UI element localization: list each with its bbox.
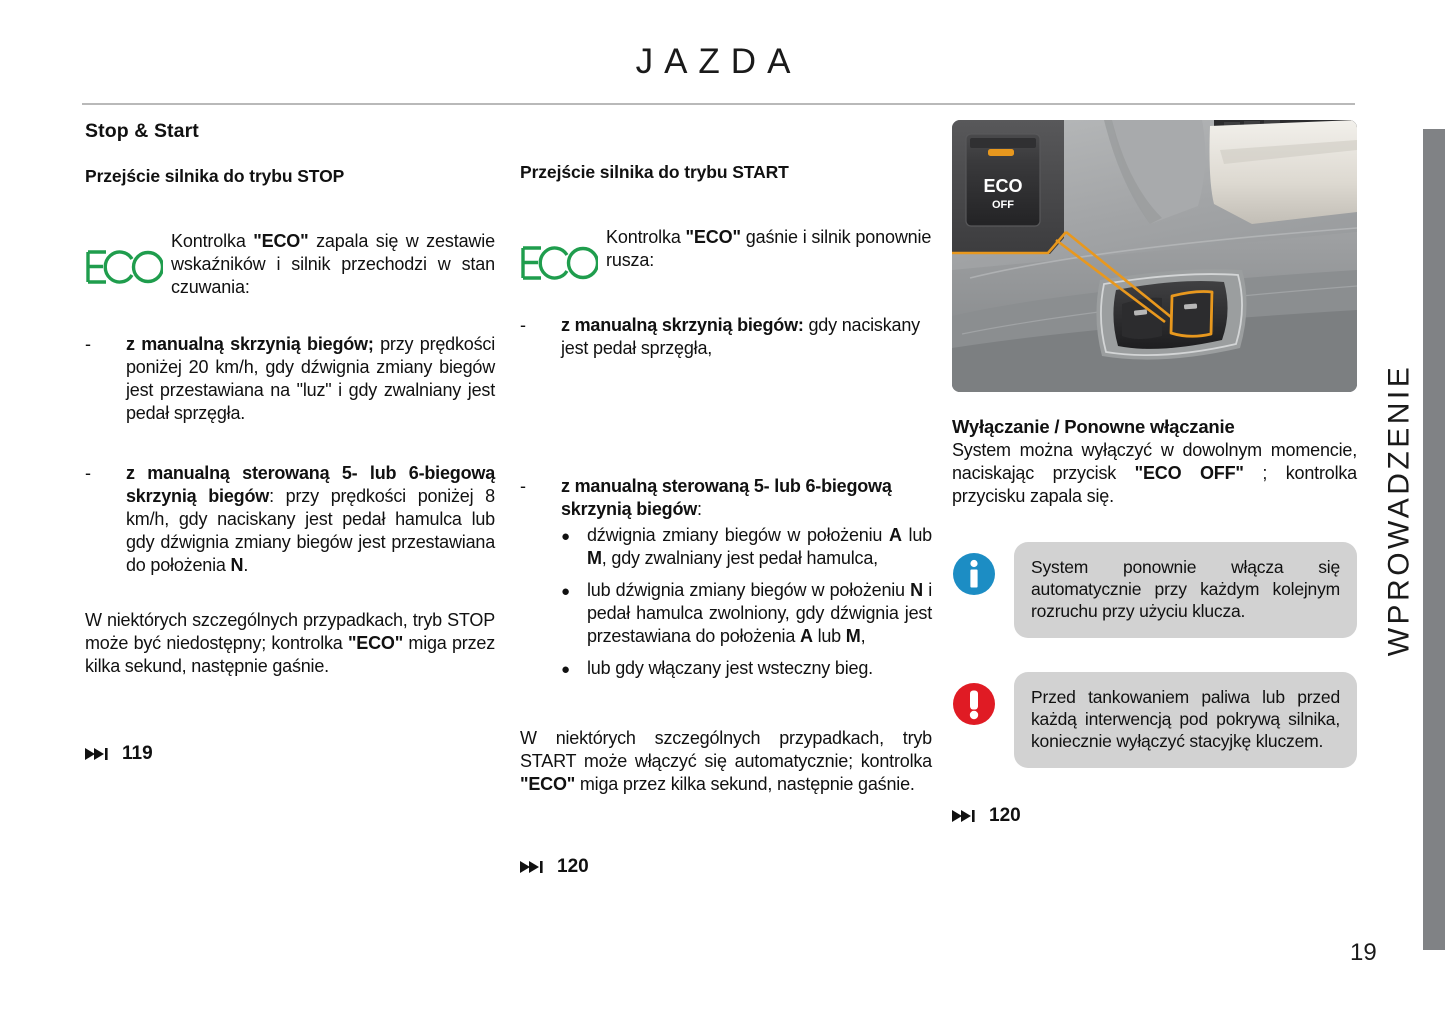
mid-bullet-1 xyxy=(520,475,932,681)
bullet-dot-icon: ● xyxy=(561,528,570,545)
eco-logo xyxy=(520,226,606,280)
mid-closing-paragraph: W niektórych szczególnych przypadkach, tryb START może włączyć się automatycznie; kontrolka "ECO" miga przez kilka sekund, następnie gaśnie. xyxy=(520,728,932,794)
page-reference-number: 120 xyxy=(989,805,1021,826)
list-item xyxy=(561,524,932,570)
sub-bullet-text: lub dźwignia zmiany biegów w położeniu N i pedał hamulca zwolniony, gdy dźwignia jest przestawiana do położenia A lub M, xyxy=(587,580,932,646)
chapter-tab-label xyxy=(1379,300,1419,720)
bullet-text: z manualną sterowaną 5- lub 6-biegową skrzynią biegów: przy prędkości poniżej 8 km/h, gdy naciskany jest pedał hamulca lub gdy dźwignia zmiany biegów jest przestawiana do położenia N. xyxy=(126,463,495,575)
page-header xyxy=(82,44,1355,79)
dash-marker: - xyxy=(520,476,526,496)
warning-callout xyxy=(952,672,1357,768)
left-intro-row xyxy=(85,230,495,299)
left-bullet-1 xyxy=(85,462,495,577)
skip-forward-icon xyxy=(520,859,546,875)
bullet-text: z manualną sterowaną 5- lub 6-biegową skrzynią biegów: xyxy=(561,476,892,519)
list-item xyxy=(561,579,932,648)
dash-marker: - xyxy=(520,315,526,335)
left-intro-text: Kontrolka "ECO" zapala się w zestawie wskaźników i silnik przechodzi w stan czuwania: xyxy=(171,231,495,297)
mid-subtitle: Przejście silnika do trybu START xyxy=(520,162,789,182)
chapter-tab-text: WPROWADZENIE xyxy=(1382,363,1416,657)
right-body-text: System można wyłączyć w dowolnym momencie, naciskając przycisk "ECO OFF" ; kontrolka przycisku zapala się. xyxy=(952,440,1357,506)
right-column xyxy=(952,120,1357,827)
mid-sub-bullets xyxy=(561,524,932,681)
page-reference-number: 120 xyxy=(557,856,589,877)
right-heading: Wyłączanie / Ponowne włączanie xyxy=(952,416,1235,437)
dashboard-photo xyxy=(952,120,1357,392)
left-closing-paragraph: W niektórych szczególnych przypadkach, tryb STOP może być niedostępny; kontrolka "ECO" miga przez kilka sekund, następnie gaśnie. xyxy=(85,610,495,676)
left-bullet-0 xyxy=(85,333,495,425)
dash-marker: - xyxy=(85,334,91,354)
skip-forward-icon xyxy=(85,746,111,762)
info-callout-text: System ponownie włącza się automatycznie przy każdym kolejnym rozruchu przy użyciu klucza. xyxy=(1014,542,1357,638)
sub-bullet-text: dźwignia zmiany biegów w położeniu A lub M, gdy zwalniany jest pedał hamulca, xyxy=(587,525,932,568)
svg-text:OFF: OFF xyxy=(992,199,1014,211)
bullet-dot-icon: ● xyxy=(561,583,570,600)
skip-forward-icon xyxy=(952,808,978,824)
sub-bullet-text: lub gdy włączany jest wsteczny bieg. xyxy=(587,658,873,678)
bullet-text: z manualną skrzynią biegów; przy prędkości poniżej 20 km/h, gdy dźwignia zmiany biegów jest przestawiana na "luz" i gdy zwalniany jest pedał sprzęgła. xyxy=(126,334,495,423)
middle-column xyxy=(520,120,932,878)
page-reference-number: 119 xyxy=(122,743,153,764)
mid-spacer xyxy=(520,120,932,162)
warning-callout-text: Przed tankowaniem paliwa lub przed każdą interwencją pod pokrywą silnika, koniecznie wyłączyć stacyjkę kluczem. xyxy=(1014,672,1357,768)
left-column xyxy=(85,120,495,765)
chapter-tab-bar xyxy=(1423,129,1445,950)
bullet-dot-icon: ● xyxy=(561,661,570,678)
right-page-reference[interactable] xyxy=(952,805,1357,827)
info-icon xyxy=(952,542,1014,601)
mid-intro-row xyxy=(520,226,932,280)
mid-bullet-0 xyxy=(520,314,932,360)
list-item xyxy=(561,657,932,681)
info-callout xyxy=(952,542,1357,638)
svg-text:ECO: ECO xyxy=(983,176,1023,196)
mid-intro-text: Kontrolka "ECO" gaśnie i silnik ponownie rusza: xyxy=(606,227,932,270)
page-title: JAZDA xyxy=(635,42,802,81)
section-title: Stop & Start xyxy=(85,120,199,142)
left-subtitle: Przejście silnika do trybu STOP xyxy=(85,166,345,186)
header-divider xyxy=(82,103,1355,105)
page-number: 19 xyxy=(1350,939,1377,966)
left-page-reference[interactable] xyxy=(85,743,495,765)
bullet-text: z manualną skrzynią biegów: gdy naciskany jest pedał sprzęgła, xyxy=(561,315,920,358)
warning-icon xyxy=(952,672,1014,731)
mid-page-reference[interactable] xyxy=(520,856,932,878)
eco-logo xyxy=(85,230,171,284)
dash-marker: - xyxy=(85,463,91,483)
